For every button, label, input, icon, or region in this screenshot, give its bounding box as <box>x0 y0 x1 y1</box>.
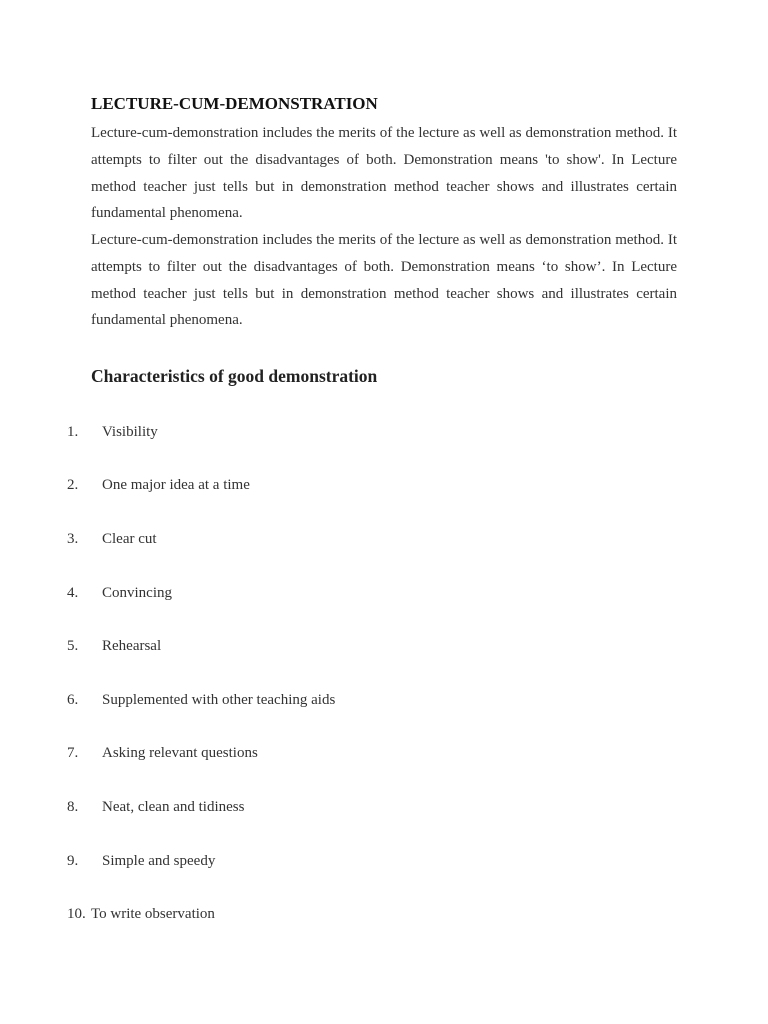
list-item-text: One major idea at a time <box>102 477 250 493</box>
list-item-text: Simple and speedy <box>102 853 216 869</box>
intro-paragraph: Lecture-cum-demonstration includes the merits of the lecture as well as demonstration method. It attempts to filter out the disadvantages of both. Demonstration means 'to show'. In Lecture method teacher just tells but in demonstration method teacher shows and illustrates certain fundamental phenomena. <box>91 125 677 222</box>
document-title: LECTURE-CUM-DEMONSTRATION <box>91 94 378 113</box>
list-item <box>0 474 700 496</box>
list-item <box>0 742 700 764</box>
list-item-text: To write observation <box>91 906 215 922</box>
characteristics-heading: Characteristics of good demonstration <box>91 366 378 386</box>
list-item-number: 5. <box>67 638 79 654</box>
list-item <box>0 903 700 925</box>
list-item <box>0 582 700 604</box>
list-item-text: Clear cut <box>102 531 157 547</box>
list-item <box>0 635 700 657</box>
list-item-text: Convincing <box>102 585 172 601</box>
list-item-number: 10. <box>67 906 86 922</box>
list-item-text: Visibility <box>102 424 158 440</box>
list-item <box>0 689 700 711</box>
list-item-number: 2. <box>67 477 79 493</box>
list-item-text: Rehearsal <box>102 638 162 654</box>
list-item-number: 7. <box>67 745 79 761</box>
list-item <box>0 796 700 818</box>
list-item-text: Neat, clean and tidiness <box>102 799 245 815</box>
list-item-number: 8. <box>67 799 79 815</box>
intro-paragraph-repeat: Lecture-cum-demonstration includes the merits of the lecture as well as demonstration method. It attempts to filter out the disadvantages of both. Demonstration means ‘to show’. In Lecture method teacher just tells but in demonstration method teacher shows and illustrates certain fundamental phenomena. <box>91 232 677 329</box>
list-item-number: 6. <box>67 692 79 708</box>
list-item <box>0 850 700 872</box>
list-item-number: 3. <box>67 531 79 547</box>
list-item-number: 1. <box>67 424 79 440</box>
list-item <box>0 528 700 550</box>
list-item-number: 9. <box>67 853 79 869</box>
list-item-number: 4. <box>67 585 79 601</box>
list-item-text: Supplemented with other teaching aids <box>102 692 336 708</box>
list-item <box>0 421 700 443</box>
list-item-text: Asking relevant questions <box>102 745 258 761</box>
